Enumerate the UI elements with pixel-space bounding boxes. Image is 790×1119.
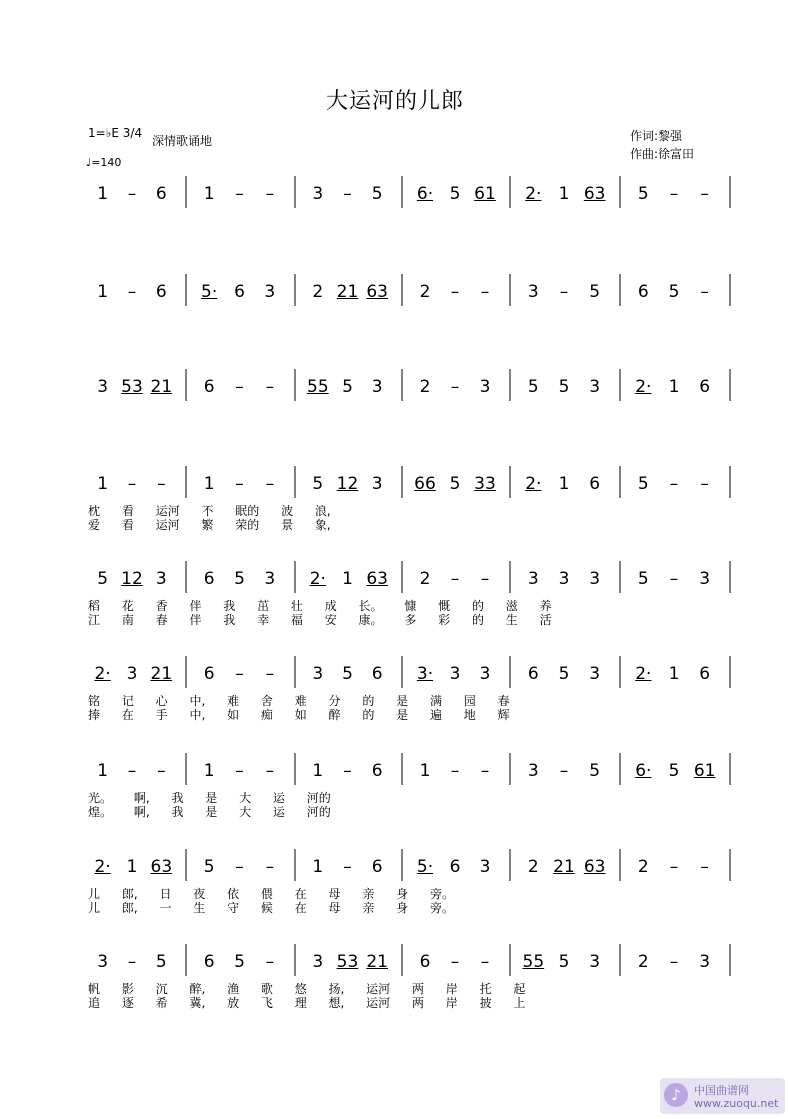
lyrics-verse-1: 帆 影 沉 醉, 渔 歌 悠 扬, 运河 两 岸 托 起 (88, 982, 526, 996)
note: 1 (97, 184, 109, 204)
note: 6 (527, 664, 539, 684)
note: 5 (637, 184, 649, 204)
note: – (669, 569, 679, 589)
note: 3 (97, 377, 109, 397)
note: 5 (449, 184, 461, 204)
expression-marking: 深情歌诵地 (152, 134, 213, 148)
lyrics-verse-1: 儿 郎, 日 夜 依 偎 在 母 亲 身 旁。 (88, 887, 454, 901)
note: 61 (474, 184, 496, 204)
note: 5 (558, 664, 570, 684)
note: 1 (558, 184, 570, 204)
composer-credit: 作曲:徐富田 (630, 147, 695, 161)
note: 6 (155, 184, 167, 204)
note: 1 (203, 761, 215, 781)
note: 3· (416, 664, 434, 684)
lyrics-verse-2: 捧 在 手 中, 如 痴 如 醉 的 是 遍 地 辉 (88, 708, 510, 722)
note: 1 (97, 282, 109, 302)
note: 5 (637, 569, 649, 589)
note: – (669, 184, 679, 204)
note: – (669, 857, 679, 877)
note: – (480, 761, 490, 781)
lyrics-verse-2: 爱 看 运河 繁 荣的 景 象, (88, 518, 331, 532)
note: 3 (312, 664, 324, 684)
note: 6 (203, 664, 215, 684)
note: 5 (312, 474, 324, 494)
note: 3 (126, 664, 138, 684)
note: 66 (414, 474, 436, 494)
score-row (80, 278, 730, 358)
note: 63 (583, 857, 606, 877)
note: 5 (668, 761, 680, 781)
score-row (80, 180, 730, 260)
note: 3 (527, 569, 539, 589)
note: – (127, 761, 137, 781)
note: – (450, 569, 460, 589)
note: 1 (126, 857, 138, 877)
score-row (80, 660, 730, 740)
note: – (127, 474, 137, 494)
note: 2 (312, 282, 324, 302)
note: 5 (342, 664, 353, 684)
score-row (80, 948, 730, 1028)
note: 1 (668, 664, 680, 684)
note: 63 (366, 569, 388, 589)
note: – (700, 184, 709, 204)
note: 2 (637, 952, 649, 972)
note: 5 (203, 857, 215, 877)
note: – (700, 474, 709, 494)
note: – (559, 282, 569, 302)
note: 21 (366, 952, 388, 972)
note: 2 (419, 377, 431, 397)
note: 3 (527, 282, 539, 302)
note: 2· (635, 377, 652, 397)
note: – (265, 857, 275, 877)
note: – (235, 664, 244, 684)
note: 3 (371, 377, 383, 397)
note: 21 (150, 664, 173, 684)
note: 5 (527, 377, 539, 397)
note: 55 (522, 952, 545, 972)
note: 3 (264, 569, 276, 589)
score-row (80, 757, 730, 837)
note: 5 (558, 952, 570, 972)
watermark: ♪ 中国曲谱网 www.zuoqu.net (660, 1078, 785, 1114)
note: 2· (525, 474, 542, 494)
note: 5 (637, 474, 649, 494)
note: 33 (474, 474, 496, 494)
note: – (127, 184, 137, 204)
lyrics-verse-2: 追 逐 希 冀, 放 飞 理 想, 运河 两 岸 披 上 (88, 996, 526, 1010)
note: 21 (150, 377, 173, 397)
note: – (157, 474, 166, 494)
note: 21 (553, 857, 575, 877)
music-note-icon: ♪ (664, 1083, 688, 1107)
lyrics-verse-1: 光。 啊, 我 是 大 运 河的 (88, 791, 331, 805)
note: 2· (94, 664, 111, 684)
note: – (450, 952, 460, 972)
note: 3 (264, 282, 276, 302)
note: 2 (637, 857, 649, 877)
note: 6 (371, 761, 383, 781)
note: 6 (203, 569, 215, 589)
note: 3 (449, 664, 461, 684)
note: 55 (307, 377, 329, 397)
note: 5· (201, 282, 218, 302)
note: 1 (342, 569, 353, 589)
note: 1 (203, 184, 215, 204)
note: 6· (635, 761, 652, 781)
note: 3 (97, 952, 109, 972)
note: 3 (558, 569, 570, 589)
lyricist-credit: 作词:黎强 (630, 129, 683, 143)
note: – (235, 184, 244, 204)
note: 3 (371, 474, 383, 494)
note: 3 (312, 952, 324, 972)
note: – (669, 952, 679, 972)
note: 5 (589, 761, 601, 781)
note: – (235, 761, 244, 781)
note: 5· (416, 857, 434, 877)
score-row (80, 373, 730, 453)
note: 6 (637, 282, 649, 302)
note: – (265, 664, 275, 684)
note: – (343, 761, 352, 781)
page-title: 大运河的儿郎 (325, 89, 464, 114)
note: – (450, 761, 460, 781)
note: 6 (699, 377, 711, 397)
note: – (343, 184, 352, 204)
note: 5 (371, 184, 383, 204)
note: 5 (234, 952, 245, 972)
note: 2 (419, 569, 431, 589)
note: 5 (558, 377, 570, 397)
note: 61 (693, 761, 716, 781)
note: 1 (558, 474, 570, 494)
note: 1 (97, 474, 109, 494)
note: 2· (94, 857, 111, 877)
note: 6 (419, 952, 431, 972)
note: 12 (121, 569, 143, 589)
note: 3 (479, 857, 491, 877)
note: – (235, 474, 244, 494)
note: 6· (416, 184, 434, 204)
note: 3 (527, 761, 539, 781)
note: – (265, 184, 275, 204)
note: 6 (589, 474, 601, 494)
note: 53 (121, 377, 143, 397)
note: 6 (203, 952, 215, 972)
lyrics-verse-2: 江 南 春 伴 我 幸 福 安 康。 多 彩 的 生 活 (88, 613, 552, 627)
note: 1 (97, 761, 109, 781)
note: 5 (589, 282, 601, 302)
note: 63 (366, 282, 388, 302)
note: – (265, 474, 275, 494)
note: 2· (309, 569, 326, 589)
note: 3 (589, 377, 601, 397)
note: – (450, 282, 460, 302)
note: 6 (203, 377, 215, 397)
note: 63 (150, 857, 173, 877)
note: – (265, 761, 275, 781)
score-row (80, 565, 730, 645)
note: 21 (336, 282, 359, 302)
tempo-marking: ♩=140 (86, 156, 122, 169)
note: 1 (203, 474, 215, 494)
note: 6 (234, 282, 245, 302)
note: 3 (589, 569, 601, 589)
note: 3 (479, 664, 491, 684)
lyrics-verse-1: 枕 看 运河 不 眠的 波 浪, (88, 504, 331, 518)
note: 53 (336, 952, 359, 972)
note: – (669, 474, 679, 494)
key-signature: 1=♭E 3/4 (88, 126, 143, 140)
note: 6 (449, 857, 461, 877)
note: 63 (583, 184, 606, 204)
note: 5 (668, 282, 680, 302)
note: – (157, 761, 166, 781)
note: – (480, 952, 490, 972)
note: 3 (699, 952, 711, 972)
lyrics-verse-1: 稻 花 香 伴 我 茁 壮 成 长。 慷 慨 的 滋 养 (88, 599, 552, 613)
note: – (480, 282, 490, 302)
note: 3 (312, 184, 324, 204)
note: 5 (234, 569, 245, 589)
note: – (343, 857, 352, 877)
note: 1 (312, 857, 324, 877)
note: – (700, 857, 709, 877)
note: – (700, 282, 709, 302)
lyrics-verse-2: 煌。 啊, 我 是 大 运 河的 (88, 805, 331, 819)
note: 6 (155, 282, 167, 302)
note: – (265, 377, 275, 397)
lyrics-verse-1: 铭 记 心 中, 难 舍 难 分 的 是 满 园 春 (88, 694, 510, 708)
note: 2· (525, 184, 542, 204)
note: 3 (589, 952, 601, 972)
note: – (450, 377, 460, 397)
note: – (127, 282, 137, 302)
note: 5 (97, 569, 109, 589)
note: – (235, 377, 244, 397)
note: 5 (155, 952, 167, 972)
note: 6 (371, 664, 383, 684)
note: 1 (312, 761, 324, 781)
note: 2 (527, 857, 539, 877)
note: 3 (589, 664, 601, 684)
note: 3 (479, 377, 491, 397)
note: 3 (699, 569, 711, 589)
note: – (480, 569, 490, 589)
note: 2· (635, 664, 652, 684)
note: – (235, 857, 244, 877)
score-row (80, 470, 730, 550)
note: 5 (449, 474, 461, 494)
note: 1 (419, 761, 431, 781)
note: 12 (336, 474, 359, 494)
score-row (80, 853, 730, 933)
note: 3 (155, 569, 167, 589)
lyrics-verse-2: 儿 郎, 一 生 守 候 在 母 亲 身 旁。 (88, 901, 454, 915)
note: – (265, 952, 275, 972)
note: – (127, 952, 137, 972)
note: 6 (371, 857, 383, 877)
note: 5 (342, 377, 353, 397)
note: – (559, 761, 569, 781)
note: 2 (419, 282, 431, 302)
note: 6 (699, 664, 711, 684)
note: 1 (668, 377, 680, 397)
